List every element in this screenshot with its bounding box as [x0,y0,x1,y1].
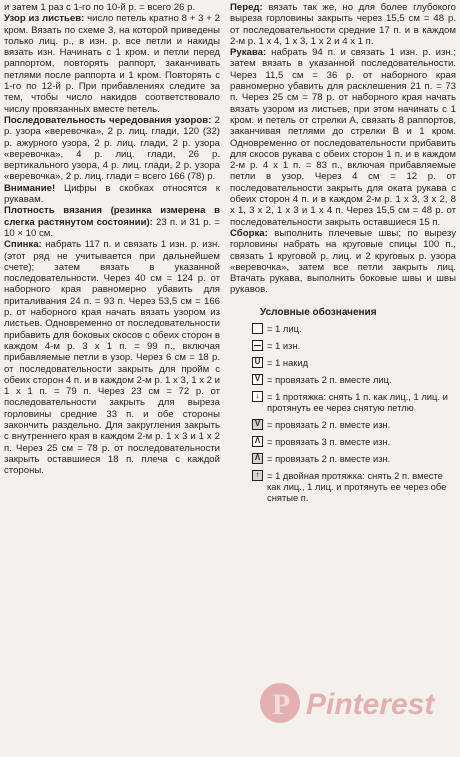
legend-item: = 1 лиц. [252,323,456,334]
k2tog-purl-icon: Λ [252,453,263,464]
legend-title: Условные обозначения [260,306,377,318]
double-slip-icon: ↑ [252,470,263,481]
paragraph-attention: Внимание! Цифры в скобках относятся к рукавам. [4,182,220,206]
right-column [226,2,456,757]
legend-item: V = провязать 2 п. вместе изн. [252,419,456,430]
legend-item: = 1 изн. [252,340,456,351]
paragraph-assembly: Сборка: выполнить плечевые швы; по вырезу горловины набрать на круговые спицы 100 п., связать 1 круговой р. лиц. и 2 круговых р. узора «веревочка», затем все петли закрыть лиц. Втачать рукава, выполнить боковые швы и швы рукавов. [230,227,456,296]
p2tog-icon: V [252,419,263,430]
legend-item: Λ = провязать 3 п. вместе изн. [252,436,456,447]
yarn-over-icon: U [252,357,263,368]
legend-item: V = провязать 2 п. вместе лиц. [252,374,456,385]
left-column [4,2,226,757]
blank-square-icon [252,323,263,334]
legend-item: ↑ = 1 двойная протяжка: снять 2 п. вместе как лиц., 1 лиц. и протянуть ее через обе снятые п. [252,470,456,503]
legend-item: U = 1 накид [252,357,456,368]
svg-text:P: P [272,688,291,721]
svg-text:Pinterest: Pinterest [306,688,435,721]
legend-item: Λ = провязать 2 п. вместе изн. [252,453,456,464]
legend-item: ↓ = 1 протяжка: снять 1 п. как лиц., 1 лиц. и протянуть ее через снятую петлю [252,391,456,413]
paragraph-sequence: Последовательность чередования узоров: 2 р. узора «веревочка», 2 р. лиц. глади, 120 (32) р. ажурного узора, 2 р. лиц. глади, 2 р. узора «веревочка», 4 р. лиц. глади, 26 р. вертикального узора, 4 р. лиц. глади, 2 р. узора «веревочка», 2 р. лиц. глади = всего 166 (78) р. [4,114,220,183]
p3tog-icon: Λ [252,436,263,447]
paragraph-front: Перед: вязать так же, но для более глубокого выреза горловины закрыть через 15,5 см = 48 р. от последовательности средние 17 п. и в каждом 2-м р. 1 х 4, 1 х 3, 1 х 2 и 4 х 1 п. [230,2,456,47]
slip-stitch-icon: ↓ [252,391,263,402]
k2tog-icon: V [252,374,263,385]
paragraph-sleeves: Рукава: набрать 94 п. и связать 1 изн. р. изн.; затем вязать в указанной последовательности. Через 11,5 см = 36 р. от наборного края равномерно убавить для расклешения 21 п. = 73 п. Через 25 см = 78 р. от наборного края начать вязать узором из листьев, при этом начинать с 1 кром. и петель от стрелки А, связать 8 раппортов, заканчивая петлями до стрелки В и 1 кром. Одновременно от последовательности прибавить для скосов рукава с обеих сторон 1 п. и в каждом 2-м р. 4 х 1 п. = 83 п., включая прибавляемые петли в узор. Через 4 см = 12 р. от последовательности закрыть для оката рукава с обеих сторон 4 п. и в каждом 2-м р. 1 х 3, 3 х 2, 8 х 1, 3 х 2, 1 х 3 и 1 х 4 п. Через 15,5 см = 48 р. от последовательности закрыть оставшиеся 15 п. [230,47,456,228]
paragraph-back: Спинка: набрать 117 п. и связать 1 изн. р. изн. (этот ряд не учитывается при дальнейшем счете); затем вязать в указанной последовательности. Через 40 см = 124 р. от наборного края равномерно убавить для приталивания 24 п. = 93 п. Через 53,5 см = 166 р. от наборного края начать вязать узором из листьев. Одновременно от последовательности прибавить для боковых скосов с обеих сторон в каждом 4-м р. 3 х 1 п. = 99 п., включая прибавляемые петли в узор. Через 6 см = 18 р. от последовательности закрыть для пройм с обеих сторон 4 п. и в каждом 2-м р. 1 х 3, 1 х 2 и 1 х 1 п. = 79 п. Через 23 см = 72 р. от последовательности закрыть для выреза горловины средние 33 п. и обе стороны закончить раздельно. Для закругления закрыть с внутреннего края в каждом 2-м р. 1 х 3 и 1 х 2 п. Через 25 см = 78 р. от последовательности закрыть оставшиеся 18 п. плеча с каждой стороны. [4,239,221,477]
paragraph-intro: и затем 1 раз с 1-го по 10-й р. = всего 26 р. [4,2,196,13]
paragraph-gauge: Плотность вязания (резинка измерена в слегка растянутом состоянии): 23 п. и 31 р. = 10 × 10 см. [4,205,220,239]
dash-square-icon [252,340,263,351]
paragraph-leaf-pattern: Узор из листьев: число петель кратно 8 + 3 + 2 кром. Вязать по схеме 3, на которой приведены только лиц. р., в изн. р. все петли и накиды вязать изн. Начинать с 1 кром. и петли перед раппортом, повторять раппорт, заканчивать петлями после раппорта и 1 кром. Повторять с 1-го по 12-й р. При прибавлениях следите за тем, чтобы число накидов соответствовало числу провязанных вместе петель. [4,13,221,115]
legend [230,323,456,503]
